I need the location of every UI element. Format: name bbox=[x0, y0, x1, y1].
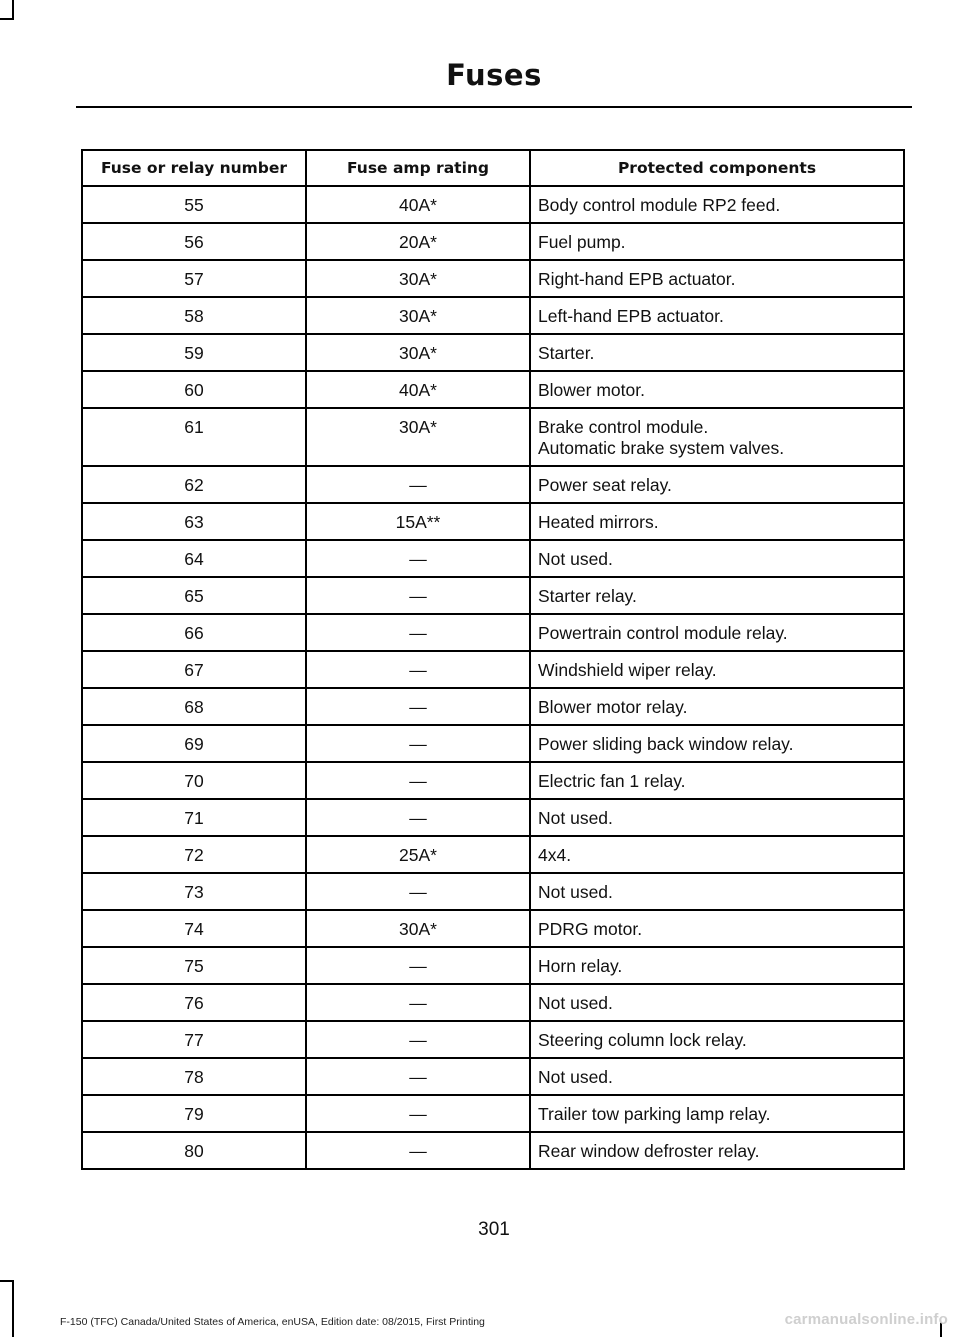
amp-rating-cell: 25A* bbox=[306, 836, 530, 873]
table-row bbox=[82, 910, 904, 947]
fuse-number-cell: 63 bbox=[82, 503, 306, 540]
component-line: Steering column lock relay. bbox=[538, 1030, 747, 1050]
amp-rating-cell: 40A* bbox=[306, 371, 530, 408]
protected-components-cell bbox=[530, 408, 904, 466]
amp-rating-cell: — bbox=[306, 540, 530, 577]
component-line: PDRG motor. bbox=[538, 919, 643, 939]
component-line: Rear window defroster relay. bbox=[538, 1141, 760, 1161]
page-title: Fuses bbox=[446, 58, 542, 92]
fuse-number-cell: 79 bbox=[82, 1095, 306, 1132]
component-line: Not used. bbox=[538, 882, 613, 902]
fuse-number-cell: 65 bbox=[82, 577, 306, 614]
amp-rating-cell: 20A* bbox=[306, 223, 530, 260]
protected-components-cell bbox=[530, 1132, 904, 1169]
table-row bbox=[82, 1132, 904, 1169]
fuse-number-cell: 69 bbox=[82, 725, 306, 762]
amp-rating-cell: — bbox=[306, 1058, 530, 1095]
fuse-number-cell: 68 bbox=[82, 688, 306, 725]
edition-footer: F-150 (TFC) Canada/United States of America, enUSA, Edition date: 08/2015, First Printing bbox=[60, 1316, 485, 1328]
component-line: Windshield wiper relay. bbox=[538, 660, 717, 680]
table-row bbox=[82, 577, 904, 614]
fuse-number-cell: 74 bbox=[82, 910, 306, 947]
title-divider bbox=[76, 106, 912, 108]
component-line: Left-hand EPB actuator. bbox=[538, 306, 724, 326]
page-number: 301 bbox=[478, 1219, 510, 1240]
column-header-amp-rating: Fuse amp rating bbox=[306, 150, 530, 186]
fuse-table-body bbox=[82, 186, 904, 1169]
component-line: Starter. bbox=[538, 343, 595, 363]
table-row bbox=[82, 984, 904, 1021]
fuse-number-cell: 62 bbox=[82, 466, 306, 503]
amp-rating-cell: — bbox=[306, 1021, 530, 1058]
crop-mark-bottom-left-h bbox=[0, 1280, 14, 1282]
amp-rating-cell: 30A* bbox=[306, 297, 530, 334]
amp-rating-cell: — bbox=[306, 947, 530, 984]
component-line: 4x4. bbox=[538, 845, 572, 865]
component-line: Automatic brake system valves. bbox=[538, 438, 785, 458]
fuse-number-cell: 66 bbox=[82, 614, 306, 651]
amp-rating-cell: — bbox=[306, 466, 530, 503]
table-row bbox=[82, 297, 904, 334]
protected-components-cell bbox=[530, 1021, 904, 1058]
amp-rating-cell: 30A* bbox=[306, 334, 530, 371]
amp-rating-cell: 30A* bbox=[306, 910, 530, 947]
protected-components-cell bbox=[530, 651, 904, 688]
protected-components-cell bbox=[530, 688, 904, 725]
component-line: Trailer tow parking lamp relay. bbox=[538, 1104, 771, 1124]
protected-components-cell bbox=[530, 186, 904, 223]
table-row bbox=[82, 873, 904, 910]
column-header-protected-components: Protected components bbox=[530, 150, 904, 186]
fuse-number-cell: 78 bbox=[82, 1058, 306, 1095]
component-line: Fuel pump. bbox=[538, 232, 626, 252]
protected-components-cell bbox=[530, 762, 904, 799]
watermark: carmanualsonline.info bbox=[784, 1311, 948, 1328]
table-row bbox=[82, 836, 904, 873]
table-row bbox=[82, 408, 904, 466]
protected-components-cell bbox=[530, 873, 904, 910]
table-row bbox=[82, 371, 904, 408]
table-row bbox=[82, 1058, 904, 1095]
crop-mark-top-left bbox=[12, 0, 14, 20]
component-line: Blower motor relay. bbox=[538, 697, 688, 717]
amp-rating-cell: 30A* bbox=[306, 408, 530, 466]
protected-components-cell bbox=[530, 260, 904, 297]
fuse-number-cell: 57 bbox=[82, 260, 306, 297]
table-row bbox=[82, 799, 904, 836]
amp-rating-cell: 30A* bbox=[306, 260, 530, 297]
table-row bbox=[82, 260, 904, 297]
protected-components-cell bbox=[530, 297, 904, 334]
fuse-number-cell: 56 bbox=[82, 223, 306, 260]
fuse-number-cell: 73 bbox=[82, 873, 306, 910]
fuse-number-cell: 70 bbox=[82, 762, 306, 799]
table-row bbox=[82, 725, 904, 762]
amp-rating-cell: — bbox=[306, 873, 530, 910]
component-line: Brake control module. bbox=[538, 417, 709, 437]
fuse-number-cell: 77 bbox=[82, 1021, 306, 1058]
fuse-number-cell: 55 bbox=[82, 186, 306, 223]
table-row bbox=[82, 688, 904, 725]
fuse-number-cell: 61 bbox=[82, 408, 306, 466]
protected-components-cell bbox=[530, 725, 904, 762]
table-row bbox=[82, 651, 904, 688]
fuse-table bbox=[81, 149, 905, 1170]
protected-components-cell bbox=[530, 466, 904, 503]
amp-rating-cell: 40A* bbox=[306, 186, 530, 223]
protected-components-cell bbox=[530, 223, 904, 260]
fuse-number-cell: 60 bbox=[82, 371, 306, 408]
amp-rating-cell: — bbox=[306, 1132, 530, 1169]
table-header-row bbox=[82, 150, 904, 186]
fuse-number-cell: 72 bbox=[82, 836, 306, 873]
component-line: Powertrain control module relay. bbox=[538, 623, 788, 643]
component-line: Power seat relay. bbox=[538, 475, 672, 495]
protected-components-cell bbox=[530, 540, 904, 577]
protected-components-cell bbox=[530, 1095, 904, 1132]
component-line: Not used. bbox=[538, 1067, 613, 1087]
amp-rating-cell: — bbox=[306, 651, 530, 688]
protected-components-cell bbox=[530, 799, 904, 836]
protected-components-cell bbox=[530, 334, 904, 371]
amp-rating-cell: — bbox=[306, 799, 530, 836]
component-line: Body control module RP2 feed. bbox=[538, 195, 781, 215]
component-line: Right-hand EPB actuator. bbox=[538, 269, 736, 289]
table-row bbox=[82, 1021, 904, 1058]
component-line: Not used. bbox=[538, 549, 613, 569]
crop-mark-top-left-h bbox=[0, 18, 14, 20]
protected-components-cell bbox=[530, 984, 904, 1021]
component-line: Not used. bbox=[538, 993, 613, 1013]
fuse-number-cell: 64 bbox=[82, 540, 306, 577]
fuse-number-cell: 59 bbox=[82, 334, 306, 371]
fuse-number-cell: 67 bbox=[82, 651, 306, 688]
component-line: Blower motor. bbox=[538, 380, 645, 400]
component-line: Horn relay. bbox=[538, 956, 623, 976]
fuse-number-cell: 76 bbox=[82, 984, 306, 1021]
component-line: Not used. bbox=[538, 808, 613, 828]
fuse-number-cell: 75 bbox=[82, 947, 306, 984]
column-header-fuse-number: Fuse or relay number bbox=[82, 150, 306, 186]
amp-rating-cell: 15A** bbox=[306, 503, 530, 540]
fuse-number-cell: 58 bbox=[82, 297, 306, 334]
protected-components-cell bbox=[530, 1058, 904, 1095]
fuse-number-cell: 71 bbox=[82, 799, 306, 836]
component-line: Heated mirrors. bbox=[538, 512, 659, 532]
protected-components-cell bbox=[530, 947, 904, 984]
amp-rating-cell: — bbox=[306, 688, 530, 725]
protected-components-cell bbox=[530, 836, 904, 873]
table-row bbox=[82, 1095, 904, 1132]
amp-rating-cell: — bbox=[306, 1095, 530, 1132]
component-line: Starter relay. bbox=[538, 586, 637, 606]
table-row bbox=[82, 223, 904, 260]
table-row bbox=[82, 614, 904, 651]
amp-rating-cell: — bbox=[306, 762, 530, 799]
crop-mark-bottom-left bbox=[12, 1280, 14, 1337]
table-row bbox=[82, 334, 904, 371]
table-row bbox=[82, 186, 904, 223]
table-row bbox=[82, 466, 904, 503]
amp-rating-cell: — bbox=[306, 614, 530, 651]
amp-rating-cell: — bbox=[306, 577, 530, 614]
table-row bbox=[82, 947, 904, 984]
protected-components-cell bbox=[530, 577, 904, 614]
amp-rating-cell: — bbox=[306, 725, 530, 762]
component-line: Electric fan 1 relay. bbox=[538, 771, 686, 791]
table-row bbox=[82, 762, 904, 799]
amp-rating-cell: — bbox=[306, 984, 530, 1021]
protected-components-cell bbox=[530, 910, 904, 947]
table-row bbox=[82, 540, 904, 577]
fuse-number-cell: 80 bbox=[82, 1132, 306, 1169]
protected-components-cell bbox=[530, 371, 904, 408]
table-row bbox=[82, 503, 904, 540]
component-line: Power sliding back window relay. bbox=[538, 734, 794, 754]
protected-components-cell bbox=[530, 503, 904, 540]
protected-components-cell bbox=[530, 614, 904, 651]
